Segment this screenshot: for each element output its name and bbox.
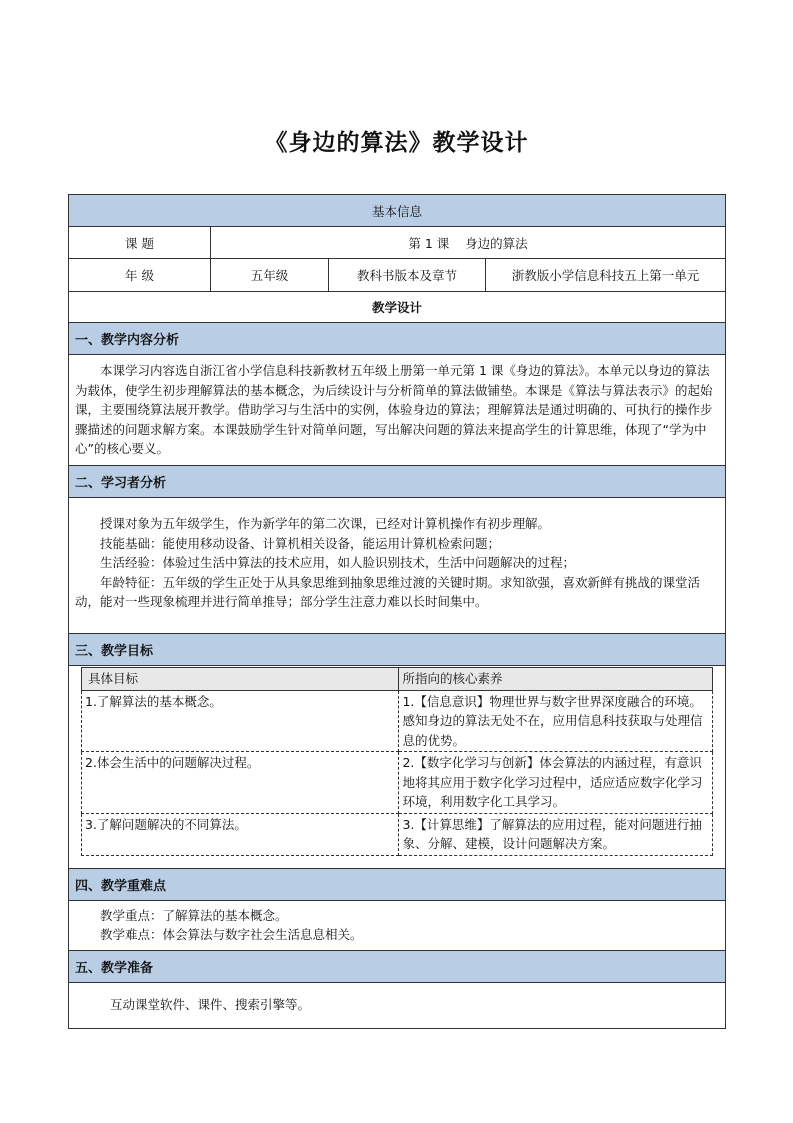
design-header: 教学设计 xyxy=(69,292,726,323)
grade-label: 年 级 xyxy=(69,259,211,292)
goal-2: 2.体会生活中的问题解决过程。 xyxy=(82,752,399,814)
literacy-1: 1.【信息意识】物理世界与数字世界深度融合的环境。感知身边的算法无处不在，应用信息科技获取与处理信息的优势。 xyxy=(399,690,713,752)
objectives-col-goal: 具体目标 xyxy=(82,668,399,691)
learner-line-1: 授课对象为五年级学生，作为新学年的第二次课，已经对计算机操作有初步理解。 xyxy=(100,516,551,531)
literacy-3: 3.【计算思维】了解算法的应用过程，能对问题进行抽象、分解、建模，设计问题解决方案。 xyxy=(399,813,713,855)
goal-3: 3.了解问题解决的不同算法。 xyxy=(82,813,399,855)
objectives-table xyxy=(81,667,713,856)
learner-line-4: 年龄特征：五年级的学生正处于从具象思维到抽象思维过渡的关键时期。求知欲强，喜欢新鲜有挑战的课堂活动，能对一些现象梳理并进行简单推导；部分学生注意力难以长时间集中。 xyxy=(75,574,701,609)
goal-1: 1.了解算法的基本概念。 xyxy=(82,690,399,752)
basic-info-header: 基本信息 xyxy=(69,195,726,227)
section-1-text: 本课学习内容选自浙江省小学信息科技新教材五年级上册第一单元第 1 课《身边的算法》。本单元以身边的算法为载体，使学生初步理解算法的基本概念，为后续设计与分析简单的算法做铺垫。本课是《算法与算法表示》的起始课，主要围绕算法展开教学。借助学习与生活中的实例，体验身边的算法；理解算法是通过明确的、可执行的操作步骤描述的问题求解方案。本课鼓励学生针对简单问题，写出解决问题的算法来提高学生的计算思维，体现了“学为中心”的核心要义。 xyxy=(75,363,713,456)
textbook-label: 教科书版本及章节 xyxy=(329,259,486,292)
learner-line-2: 技能基础：能使用移动设备、计算机相关设备，能运用计算机检索问题； xyxy=(100,535,501,551)
section-2-heading: 二、学习者分析 xyxy=(69,466,726,498)
preparation-text: 互动课堂软件、课件、搜索引擎等。 xyxy=(110,997,311,1013)
lesson-plan-table xyxy=(68,194,726,1029)
textbook-value: 浙教版小学信息科技五上第一单元 xyxy=(486,259,726,292)
difficult-point: 教学难点：体会算法与数字社会生活息息相关。 xyxy=(100,927,363,942)
document-title: 《身边的算法》教学设计 xyxy=(264,129,529,156)
section-1-heading: 一、教学内容分析 xyxy=(69,323,726,355)
literacy-2: 2.【数字化学习与创新】体会算法的内涵过程，有意识地将其应用于数字化学习过程中，适应适应数字化学习环境，利用数字化工具学习。 xyxy=(399,752,713,814)
lesson-label: 课 题 xyxy=(69,227,211,259)
lesson-value: 第 1 课 身边的算法 xyxy=(211,227,726,259)
section-4-heading: 四、教学重难点 xyxy=(69,868,726,900)
section-3-heading: 三、教学目标 xyxy=(69,634,726,666)
section-5-heading: 五、教学准备 xyxy=(69,950,726,982)
grade-value: 五年级 xyxy=(211,259,329,292)
key-point: 教学重点：了解算法的基本概念。 xyxy=(100,907,288,923)
objectives-col-literacy: 所指向的核心素养 xyxy=(399,668,713,691)
learner-line-3: 生活经验：体验过生活中算法的技术应用，如人脸识别技术，生活中问题解决的过程； xyxy=(100,555,576,570)
